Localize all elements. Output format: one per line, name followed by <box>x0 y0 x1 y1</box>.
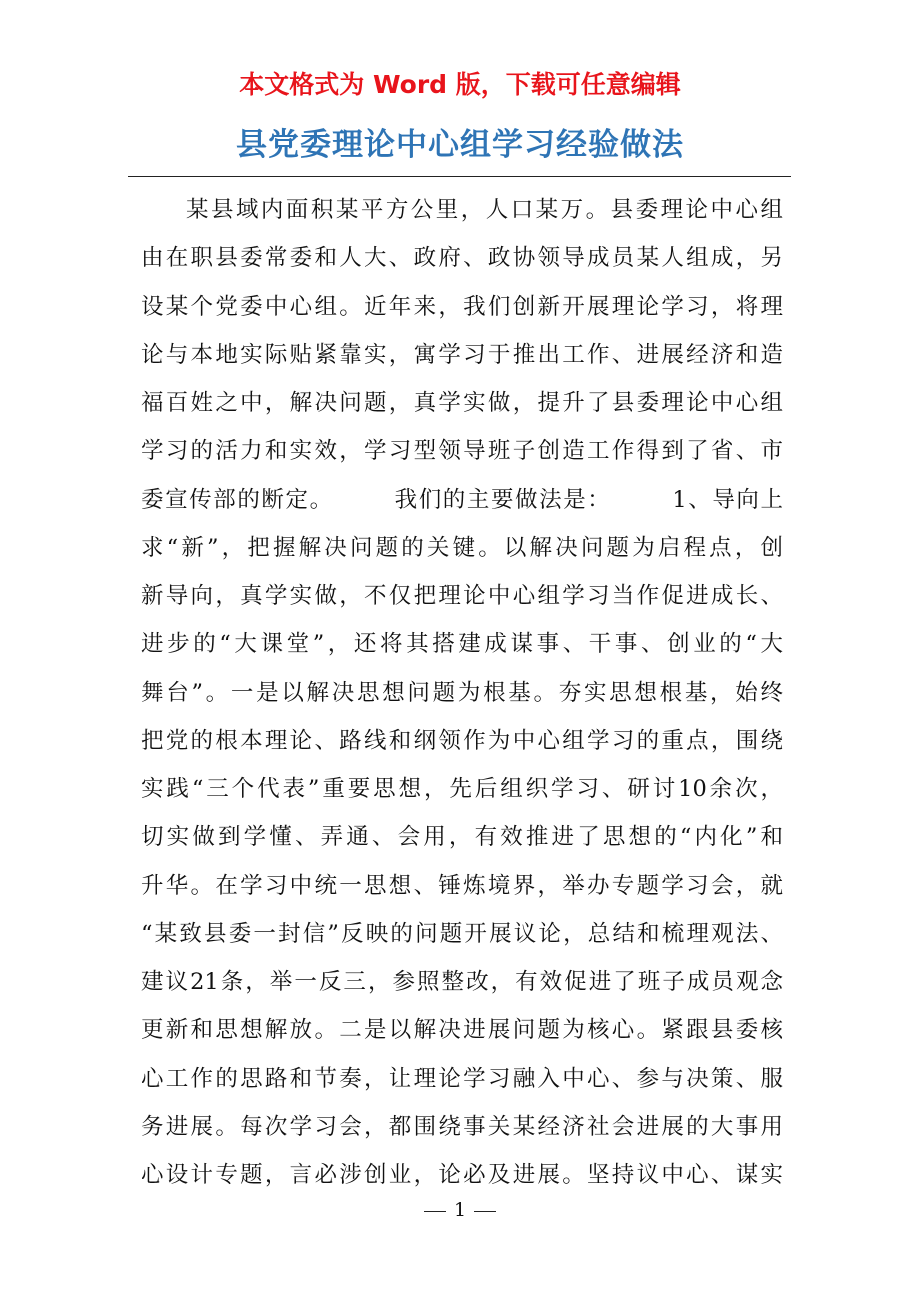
body-line: 福百姓之中，解决问题，真学实做，提升了县委理论中心组 <box>141 390 783 416</box>
body-line: 心设计专题，言必涉创业，论必及进展。坚持议中心、谋实 <box>141 1162 783 1188</box>
body-line: 升华。在学习中统一思想、锤炼境界，举办专题学习会，就 <box>141 872 783 899</box>
body-line: 实践“三个代表”重要思想，先后组织学习、研讨10余次， <box>141 776 783 802</box>
body-line: 新导向，真学实做，不仅把理论中心组学习当作促进成长、 <box>141 583 783 609</box>
body-line: 设某个党委中心组。近年来，我们创新开展理论学习，将理 <box>141 293 783 320</box>
body-line: 心工作的思路和节奏，让理论学习融入中心、参与决策、服 <box>141 1065 783 1092</box>
format-notice: 本文格式为 Word 版，下载可任意编辑 <box>239 70 681 99</box>
body-line: 切实做到学懂、弄通、会用，有效推进了思想的“内化”和 <box>141 824 783 851</box>
body-line: 委宣传部的断定。 我们的主要做法是： 1、导向上 <box>141 486 783 513</box>
body-line: 论与本地实际贴紧靠实，寓学习于推出工作、进展经济和造 <box>141 341 783 368</box>
body-line: 建议21条，举一反三，参照整改，有效促进了班子成员观念 <box>141 969 783 995</box>
page-footer <box>0 1196 920 1224</box>
footer-dash-left <box>424 1211 446 1212</box>
page-number: 1 <box>453 1199 467 1221</box>
body-line: 更新和思想解放。二是以解决进展问题为核心。紧跟县委核 <box>141 1017 783 1044</box>
body-line: “某致县委一封信”反映的问题开展议论，总结和梳理观法、 <box>141 920 783 947</box>
body-line: 求“新”，把握解决问题的关键。以解决问题为启程点，创 <box>141 534 783 561</box>
footer-dash-right <box>474 1211 496 1212</box>
body-line: 由在职县委常委和人大、政府、政协领导成员某人组成，另 <box>141 245 783 272</box>
document-body <box>141 186 783 1199</box>
body-line: 某县域内面积某平方公里，人口某万。县委理论中心组 <box>186 197 783 223</box>
body-line: 学习的活力和实效，学习型领导班子创造工作得到了省、市 <box>141 438 783 465</box>
body-line: 舞台”。一是以解决思想问题为根基。夯实思想根基，始终 <box>141 679 783 706</box>
body-line: 进步的“大课堂”，还将其搭建成谋事、干事、创业的“大 <box>141 631 783 658</box>
title-divider <box>128 176 791 177</box>
body-line: 务进展。每次学习会，都围绕事关某经济社会进展的大事用 <box>141 1113 783 1140</box>
body-line: 把党的根本理论、路线和纲领作为中心组学习的重点，围绕 <box>141 727 783 754</box>
document-title: 县党委理论中心组学习经验做法 <box>236 127 684 163</box>
